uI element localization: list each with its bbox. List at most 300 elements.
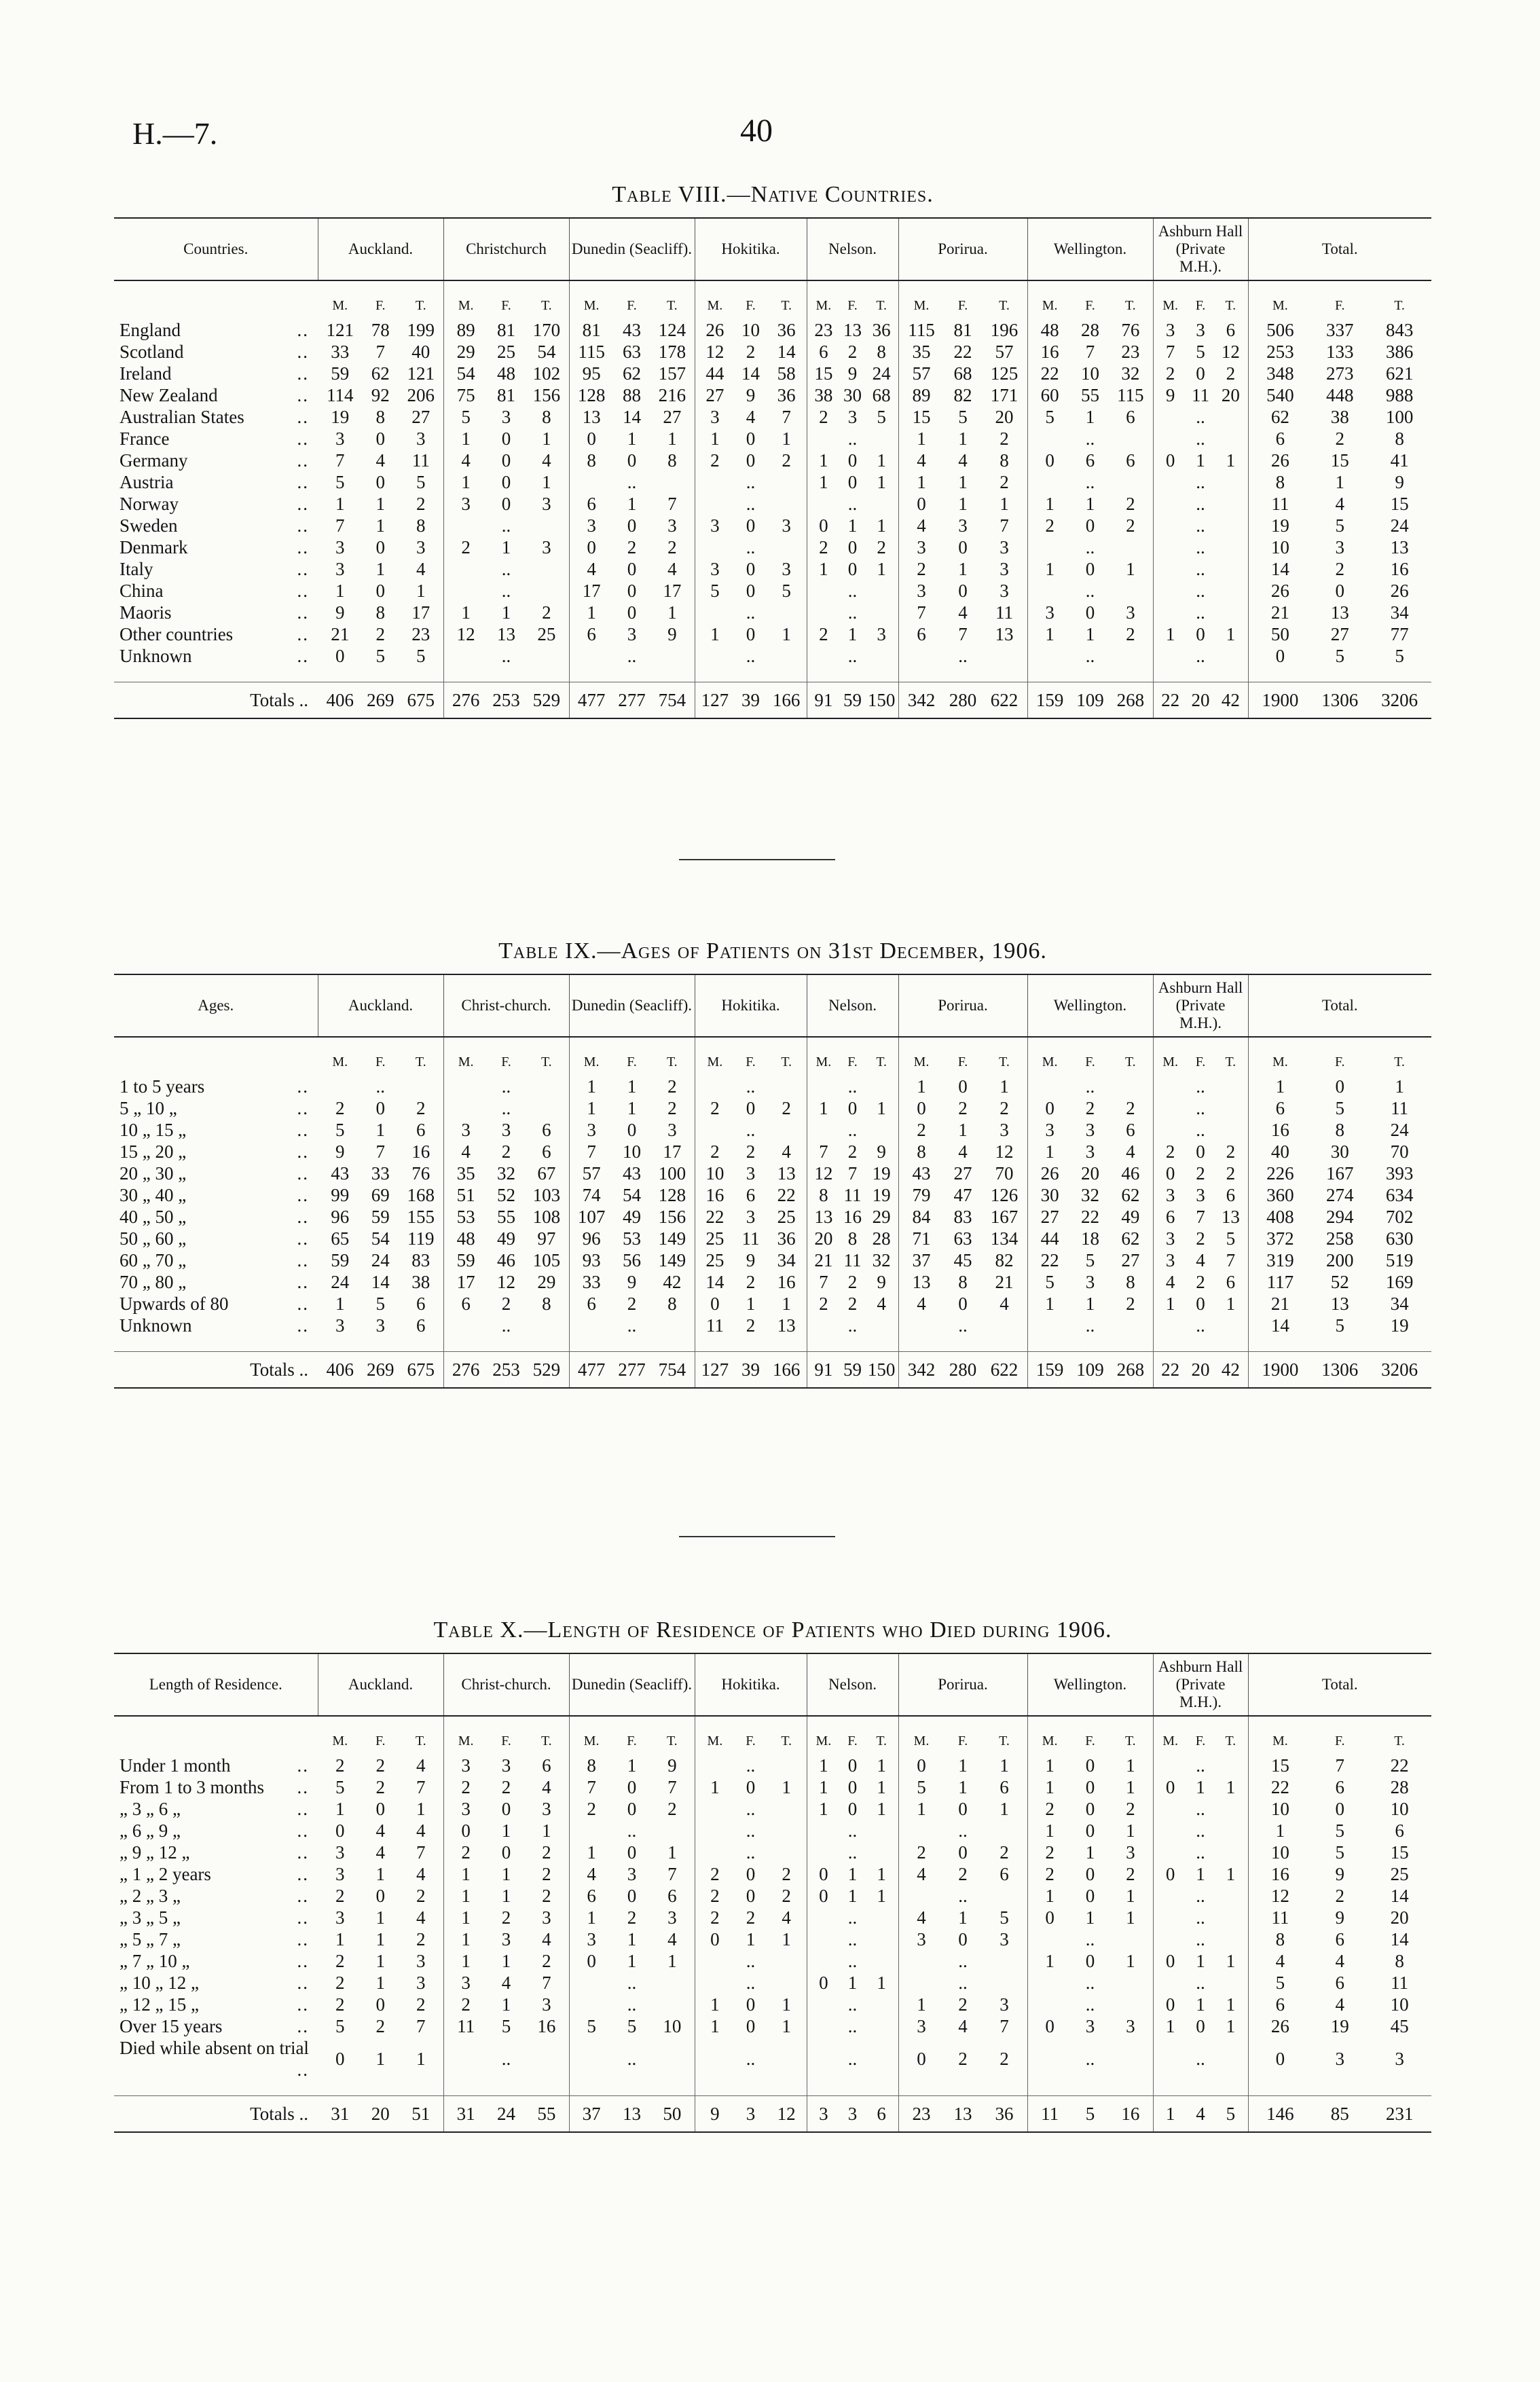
cell-value: 3 — [1045, 1120, 1055, 1140]
table-cell — [318, 319, 443, 341]
sub-header-cell — [1248, 280, 1431, 319]
cell-value: 0 — [627, 1886, 637, 1906]
cell-value: 15 — [1270, 1755, 1289, 1776]
leader-dots: .. — [297, 385, 309, 405]
row-label: 10 „ 15 „ — [120, 1120, 187, 1140]
cell-value: 1 — [587, 1842, 596, 1863]
cell-value: 168 — [407, 1185, 435, 1205]
table-cell — [443, 1293, 569, 1315]
cell-value: 0 — [587, 537, 596, 557]
label-column-header: Length of Residence. — [114, 1653, 318, 1716]
cell-value: 10 — [741, 320, 760, 340]
cell-value: 11 — [457, 2016, 475, 2036]
cell-value: 0 — [1165, 1994, 1175, 2015]
spacer-cell — [807, 1336, 898, 1352]
value-group — [1251, 1097, 1430, 1119]
table-cell — [898, 1162, 1027, 1184]
cell-value: 9 — [1395, 472, 1404, 492]
table-cell — [898, 1184, 1027, 1206]
value-group — [446, 1141, 567, 1162]
cell-value: 1 — [667, 1951, 677, 1971]
value-group — [697, 450, 805, 471]
value-group — [320, 1293, 441, 1315]
cell-value: 1 — [1045, 1951, 1055, 1971]
label-column-header: Countries. — [114, 218, 318, 280]
table-cell — [695, 319, 807, 341]
cell-value: 1 — [1165, 2104, 1175, 2124]
cell-value: 69 — [371, 1185, 390, 1205]
cell-value: 155 — [407, 1207, 435, 1227]
cell-value: 3 — [1395, 2049, 1404, 2069]
cell-value: 3 — [542, 1994, 551, 2015]
sub-labels — [572, 295, 693, 316]
cell-value: 55 — [1080, 385, 1099, 405]
table-cell — [1027, 493, 1153, 515]
cell-value: 6 — [416, 1120, 426, 1140]
sub-label: F. — [957, 1734, 968, 1748]
table-cell — [1153, 1228, 1248, 1249]
cell-value: 76 — [1121, 320, 1140, 340]
value-group — [1251, 1972, 1430, 1994]
leader-dots: .. — [294, 1359, 308, 1380]
cell-value: 150 — [867, 690, 896, 710]
table-cell: .. — [807, 1907, 898, 1928]
cell-value: 4 — [667, 1929, 677, 1949]
table-cell — [1153, 623, 1248, 645]
value-group — [446, 493, 567, 515]
sub-labels — [1030, 295, 1151, 316]
value-group — [809, 1885, 896, 1907]
cell-value: 6 — [587, 494, 596, 514]
cell-value: 30 — [1040, 1185, 1059, 1205]
table-cell — [443, 1228, 569, 1249]
cell-value: 4 — [1126, 1141, 1135, 1162]
value-group — [809, 2103, 896, 2125]
value-group — [320, 1907, 441, 1928]
sub-labels — [697, 1730, 805, 1752]
cell-value: 2 — [335, 1951, 345, 1971]
value-group — [572, 1950, 693, 1972]
value-group — [1030, 1141, 1151, 1162]
row-label-cell — [114, 1755, 318, 1776]
cell-value: 1 — [542, 428, 551, 449]
row-label: „ 5 „ 7 „ — [120, 1929, 181, 1949]
cell-value: 0 — [819, 1864, 828, 1884]
table-cell — [318, 1842, 443, 1863]
table-cell: .. — [1153, 471, 1248, 493]
table-cell — [569, 319, 695, 341]
cell-value: 27 — [1040, 1207, 1059, 1227]
cell-value: 1 — [1196, 1864, 1205, 1884]
table-cell: .. — [1153, 1097, 1248, 1119]
cell-value: 0 — [746, 428, 756, 449]
cell-value: 1 — [877, 472, 886, 492]
cell-value: 5 — [1085, 2104, 1095, 2124]
cell-value: 3206 — [1381, 1359, 1418, 1380]
value-group — [901, 406, 1025, 428]
table-cell — [1248, 1293, 1431, 1315]
cell-value: 1 — [1045, 1777, 1055, 1797]
sub-label: F. — [1195, 298, 1206, 313]
cell-value: 2 — [667, 537, 677, 557]
table-cell — [1027, 1141, 1153, 1162]
table-cell — [1248, 602, 1431, 623]
cell-value: 2 — [1126, 624, 1135, 644]
table-row — [114, 2015, 1431, 2037]
cell-value: 121 — [407, 363, 435, 384]
value-group — [446, 536, 567, 558]
table-cell — [443, 341, 569, 363]
cell-value: 43 — [912, 1163, 931, 1184]
cell-value: 107 — [577, 1207, 606, 1227]
page-header-ref: H.—7. — [132, 116, 218, 151]
table-cell — [1027, 1798, 1153, 1820]
cell-value: 62 — [622, 363, 641, 384]
cell-value: 6 — [1275, 1098, 1285, 1118]
table-cell — [807, 682, 898, 719]
cell-value: 1 — [1335, 472, 1344, 492]
cell-value: 7 — [917, 602, 926, 623]
spacer-row — [114, 1336, 1431, 1352]
cell-value: 2 — [1045, 1799, 1055, 1819]
cell-value: 1 — [1126, 1886, 1135, 1906]
cell-value: 0 — [1196, 363, 1205, 384]
cell-value: 2 — [335, 1994, 345, 2015]
cell-value: 32 — [496, 1163, 515, 1184]
cell-value: 25 — [496, 342, 515, 362]
sub-label: T. — [540, 1055, 552, 1069]
cell-value: 14 — [1390, 1929, 1409, 1949]
value-group — [1251, 558, 1430, 580]
table-cell — [1027, 406, 1153, 428]
value-group — [697, 363, 805, 384]
table-cell: .. — [1153, 1076, 1248, 1097]
cell-value: 3 — [542, 537, 551, 557]
cell-value: 1 — [542, 1820, 551, 1841]
table-cell: .. — [1153, 515, 1248, 536]
cell-value: 26 — [1390, 581, 1409, 601]
table-cell — [318, 1972, 443, 1994]
cell-value: 1 — [1000, 1076, 1009, 1097]
sub-label: M. — [1162, 1055, 1179, 1069]
cell-value: 0 — [335, 1820, 345, 1841]
row-label: Over 15 years — [120, 2016, 223, 2036]
column-header: Hokitika. — [695, 1653, 807, 1716]
table-title-number: Table VIII. — [612, 182, 727, 207]
value-group — [1251, 428, 1430, 450]
cell-value: 36 — [777, 1228, 796, 1249]
table-cell: .. — [695, 1820, 807, 1842]
value-group — [1156, 363, 1246, 384]
row-label: 50 „ 60 „ — [120, 1228, 187, 1249]
sub-label: T. — [666, 1734, 678, 1748]
cell-value: 6 — [542, 1141, 551, 1162]
cell-value: 26 — [1270, 450, 1289, 471]
cell-value: 10 — [705, 1163, 725, 1184]
leader-dots: .. — [297, 1907, 309, 1928]
cell-value: 4 — [917, 1294, 926, 1314]
cell-value: 622 — [990, 1359, 1019, 1380]
value-group — [1030, 1950, 1151, 1972]
cell-value: 8 — [958, 1272, 968, 1292]
spacer-cell — [695, 667, 807, 682]
cell-value: 27 — [1330, 624, 1349, 644]
leader-dots: .. — [297, 450, 309, 471]
table-cell — [1027, 558, 1153, 580]
cell-value: 0 — [627, 602, 637, 623]
cell-value: 14 — [1270, 1315, 1289, 1336]
cell-value: 48 — [456, 1228, 475, 1249]
value-group — [572, 1798, 693, 1820]
cell-value: 7 — [782, 407, 791, 427]
sub-label: M. — [458, 1055, 474, 1069]
sub-label: M. — [1042, 298, 1058, 313]
cell-value: 342 — [907, 1359, 936, 1380]
value-group — [1030, 2103, 1151, 2125]
cell-value: 0 — [958, 1294, 968, 1314]
column-header: Wellington. — [1027, 1653, 1153, 1716]
cell-value: 2 — [416, 1994, 426, 2015]
cell-value: 1 — [1126, 1755, 1135, 1776]
value-group — [697, 1228, 805, 1249]
cell-value: 1 — [819, 1755, 828, 1776]
value-group — [1030, 1249, 1151, 1271]
cell-value: 54 — [456, 363, 475, 384]
cell-value: 0 — [917, 1755, 926, 1776]
cell-value: 115 — [578, 342, 605, 362]
table-cell — [1027, 363, 1153, 384]
cell-value: 22 — [705, 1207, 725, 1227]
cell-value: 1 — [1085, 494, 1095, 514]
table-cell — [569, 623, 695, 645]
row-label: 1 to 5 years — [120, 1076, 205, 1097]
row-label-cell — [114, 406, 318, 428]
cell-value: 477 — [577, 690, 606, 710]
table-cell — [695, 1315, 807, 1336]
sub-label: F. — [627, 1055, 637, 1069]
value-group — [572, 558, 693, 580]
leader-dots: .. — [297, 1973, 309, 1993]
cell-value: 14 — [371, 1272, 390, 1292]
cell-value: 337 — [1325, 320, 1354, 340]
table-cell — [1248, 1076, 1431, 1097]
value-group — [1251, 363, 1430, 384]
cell-value: 3 — [335, 1842, 345, 1863]
cell-value: 1 — [1045, 1294, 1055, 1314]
cell-value: 3 — [782, 559, 791, 579]
cell-value: 3 — [710, 515, 720, 536]
table-cell — [1027, 515, 1153, 536]
cell-value: 20 — [1390, 1907, 1409, 1928]
table-cell: .. — [1153, 2037, 1248, 2081]
spacer-cell — [114, 1336, 318, 1352]
value-group — [1251, 1359, 1430, 1380]
cell-value: 1 — [710, 2016, 720, 2036]
cell-value: 2 — [1196, 1163, 1205, 1184]
table-cell — [695, 1885, 807, 1907]
value-group — [697, 1206, 805, 1228]
cell-value: 11 — [1271, 1907, 1289, 1928]
table-cell: .. — [1153, 1315, 1248, 1336]
sub-header-cell — [318, 1037, 443, 1076]
value-group — [809, 319, 896, 341]
row-label: New Zealand — [120, 385, 218, 405]
cell-value: 0 — [819, 1973, 828, 1993]
cell-value: 5 — [1335, 1315, 1344, 1336]
leader-dots: .. — [297, 1799, 309, 1819]
value-group — [1251, 1928, 1430, 1950]
column-header: Ashburn Hall (Private M.H.). — [1153, 218, 1248, 280]
cell-value: 1 — [958, 1777, 968, 1797]
spacer-cell — [1248, 1336, 1431, 1352]
cell-value: 2 — [710, 1098, 720, 1118]
row-label: Sweden — [120, 515, 178, 536]
cell-value: 115 — [1117, 385, 1144, 405]
cell-value: 2 — [710, 1864, 720, 1884]
cell-value: 1 — [710, 624, 720, 644]
value-group — [1030, 1162, 1151, 1184]
cell-value: 1 — [1085, 1907, 1095, 1928]
cell-value: 8 — [1275, 472, 1285, 492]
table-cell — [898, 1293, 1027, 1315]
value-group — [1030, 515, 1151, 536]
cell-value: 0 — [819, 1886, 828, 1906]
table-cell: .. — [1153, 1972, 1248, 1994]
cell-value: 621 — [1385, 363, 1414, 384]
cell-value: 3 — [1335, 537, 1344, 557]
cell-value: 231 — [1385, 2104, 1414, 2124]
table-cell — [1027, 1755, 1153, 1776]
value-group — [446, 1293, 567, 1315]
sub-label: M. — [707, 298, 723, 313]
cell-value: 7 — [1085, 342, 1095, 362]
table-cell — [695, 1994, 807, 2015]
cell-value: 2 — [782, 450, 791, 471]
value-group — [697, 558, 805, 580]
column-header: Christ-church. — [443, 1653, 569, 1716]
table-cell: .. — [318, 1076, 443, 1097]
cell-value: 24 — [1390, 515, 1409, 536]
value-group — [1156, 2015, 1246, 2037]
leader-dots: .. — [297, 515, 309, 536]
table-cell: .. — [695, 1119, 807, 1141]
value-group — [1251, 1076, 1430, 1097]
cell-value: 406 — [326, 690, 354, 710]
table-row — [114, 1293, 1431, 1315]
cell-value: 1 — [375, 1864, 385, 1884]
table-cell: .. — [443, 1097, 569, 1119]
table-cell: .. — [443, 1076, 569, 1097]
table-cell — [318, 1950, 443, 1972]
cell-value: 9 — [710, 2104, 720, 2124]
cell-value: 79 — [912, 1185, 931, 1205]
cell-value: 102 — [532, 363, 561, 384]
value-group — [809, 1755, 896, 1776]
cell-value: 41 — [1390, 450, 1409, 471]
cell-value: 1900 — [1262, 1359, 1299, 1380]
table-cell — [318, 1293, 443, 1315]
table-title-text: —Ages of Patients on 31st December, 1906. — [597, 938, 1047, 964]
cell-value: 15 — [1390, 1842, 1409, 1863]
cell-value: 20 — [995, 407, 1014, 427]
sub-labels — [320, 1051, 441, 1073]
value-group — [901, 1755, 1025, 1776]
value-group — [320, 1972, 441, 1994]
spacer-cell — [318, 1336, 443, 1352]
table-cell — [898, 536, 1027, 558]
table-cell — [898, 1863, 1027, 1885]
value-group — [572, 1928, 693, 1950]
cell-value: 3 — [1000, 537, 1009, 557]
table-cell: .. — [1153, 406, 1248, 428]
table-cell — [318, 558, 443, 580]
spacer-cell — [569, 1336, 695, 1352]
cell-value: 1 — [1045, 1141, 1055, 1162]
cell-value: 1 — [461, 1929, 471, 1949]
value-group — [1251, 689, 1430, 711]
table-cell: .. — [1027, 2037, 1153, 2081]
value-group — [697, 1776, 805, 1798]
value-group — [446, 1359, 567, 1380]
cell-value: 5 — [587, 2016, 596, 2036]
cell-value: 77 — [1390, 624, 1409, 644]
value-group — [1251, 1842, 1430, 1863]
cell-value: 0 — [1045, 1907, 1055, 1928]
value-group — [320, 1249, 441, 1271]
table-row — [114, 1271, 1431, 1293]
value-group — [320, 645, 441, 667]
table-row — [114, 1820, 1431, 1842]
table-cell — [318, 384, 443, 406]
cell-value: 319 — [1266, 1250, 1294, 1270]
cell-value: 4 — [917, 1864, 926, 1884]
sub-label: M. — [913, 298, 930, 313]
cell-value: 20 — [1080, 1163, 1099, 1184]
table-cell: .. — [1153, 580, 1248, 602]
cell-value: 1 — [587, 1098, 596, 1118]
cell-value: 843 — [1385, 320, 1414, 340]
cell-value: 268 — [1116, 690, 1145, 710]
cell-value: 1 — [958, 428, 968, 449]
cell-value: 3 — [1126, 602, 1135, 623]
row-label-cell — [114, 471, 318, 493]
cell-value: 4 — [917, 1907, 926, 1928]
cell-value: 4 — [1275, 1951, 1285, 1971]
cell-value: 3 — [501, 1929, 511, 1949]
cell-value: 6 — [587, 1294, 596, 1314]
leader-dots: .. — [297, 2059, 309, 2080]
cell-value: 23 — [912, 2104, 931, 2124]
sub-header-cell — [695, 1716, 807, 1755]
value-group — [572, 1228, 693, 1249]
cell-value: 91 — [814, 1359, 833, 1380]
table-cell — [1027, 384, 1153, 406]
cell-value: 12 — [1221, 342, 1240, 362]
cell-value: 3 — [1165, 1228, 1175, 1249]
cell-value: 2 — [461, 1994, 471, 2015]
cell-value: 360 — [1266, 1185, 1294, 1205]
table-cell — [898, 1776, 1027, 1798]
cell-value: 0 — [746, 1994, 756, 2015]
sub-labels — [901, 1730, 1025, 1752]
value-group — [1030, 1184, 1151, 1206]
cell-value: 100 — [1385, 407, 1414, 427]
column-header: Porirua. — [898, 974, 1027, 1037]
table-cell — [569, 558, 695, 580]
table-cell — [569, 384, 695, 406]
table-cell — [569, 1249, 695, 1271]
value-group — [901, 471, 1025, 493]
